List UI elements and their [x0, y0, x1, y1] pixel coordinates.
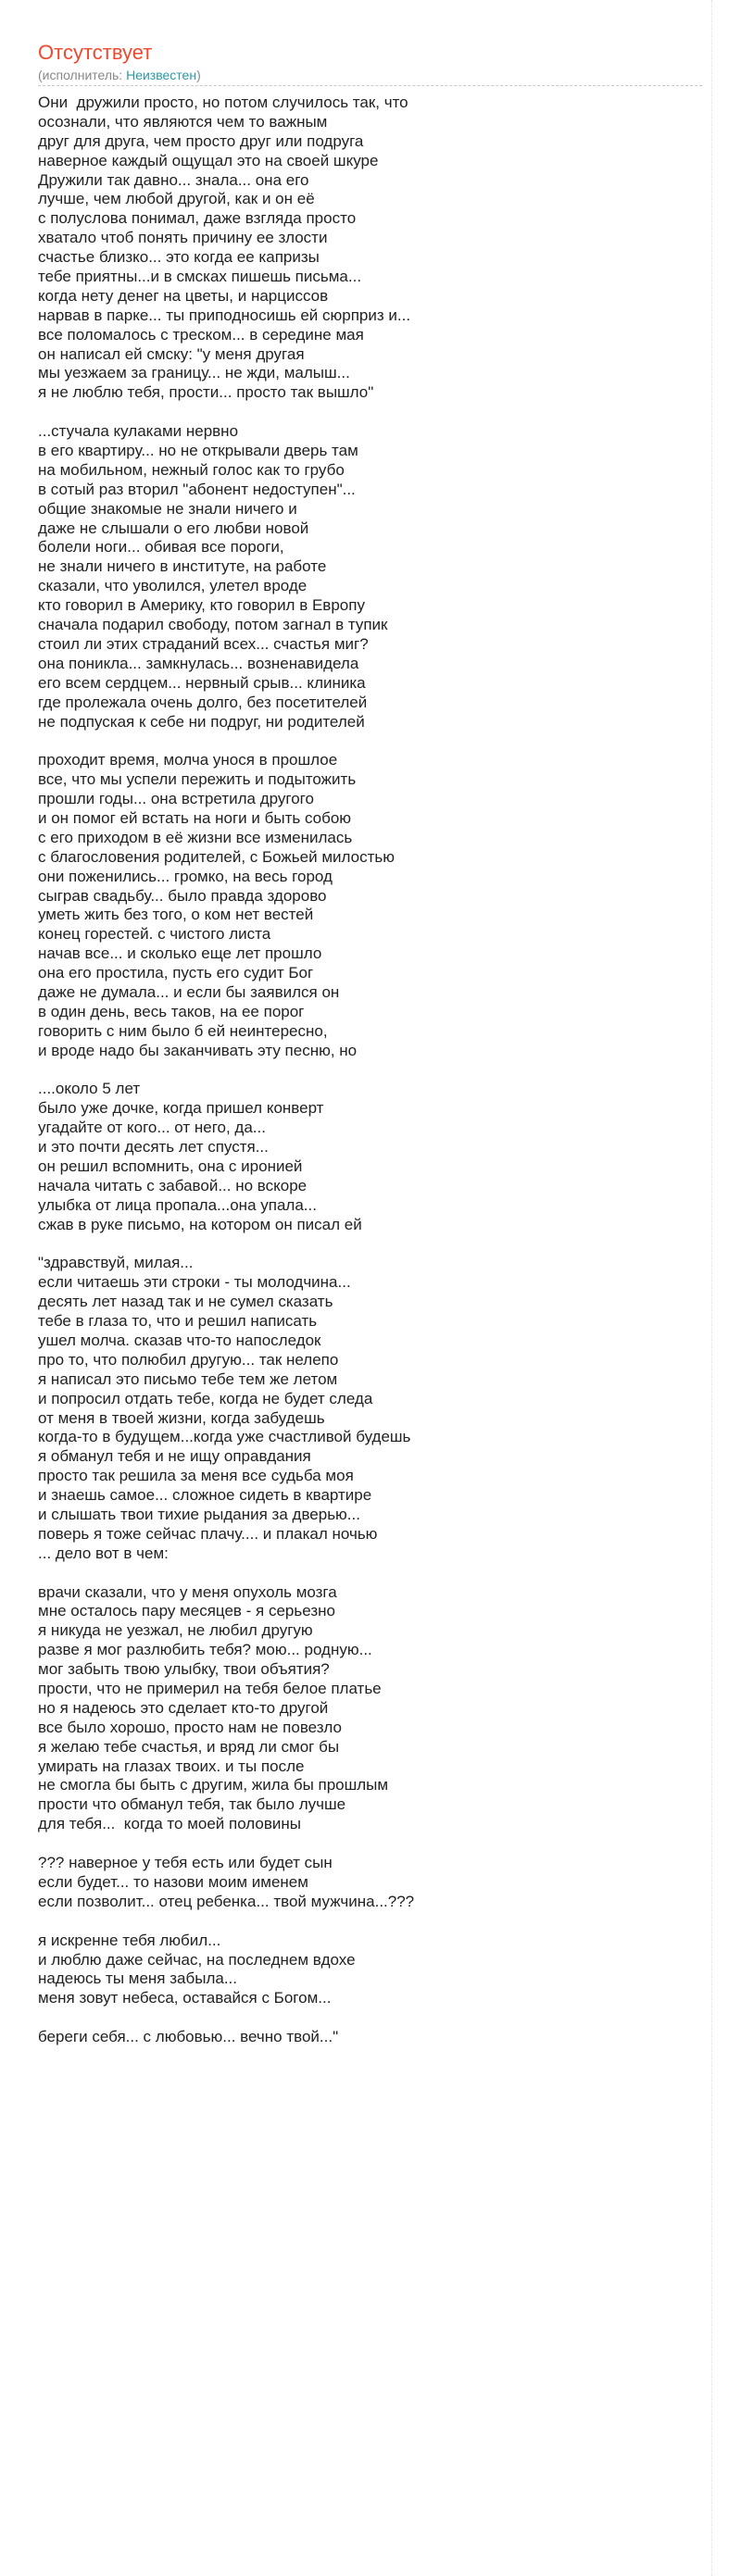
lyric-line: даже не думала... и если бы заявился он	[38, 982, 340, 1001]
lyric-line: десять лет назад так и не сумел сказать	[38, 1293, 333, 1311]
lyric-line: но я надеюсь это сделает кто-то другой	[38, 1698, 329, 1717]
lyric-line: улыбка от лица пропала...она упала...	[38, 1195, 317, 1214]
lyric-line: стоил ли этих страданий всех... счастья миг?	[38, 634, 369, 653]
right-edge-rule	[711, 0, 712, 2576]
lyric-line: "здравствуй, милая...	[38, 1254, 194, 1272]
lyric-line: тебе приятны...и в смсках пишешь письма...	[38, 268, 362, 286]
lyric-line: не подпуская к себе ни подруг, ни родителей	[38, 712, 365, 731]
lyric-line: врачи сказали, что у меня опухоль мозга	[38, 1582, 337, 1601]
lyric-line: прости что обманул тебя, так было лучше	[38, 1795, 346, 1814]
lyric-line: прошли годы... она встретила другого	[38, 790, 314, 808]
lyric-line: если читаешь эти строки - ты молодчина...	[38, 1273, 351, 1292]
lyric-line: в один день, весь таков, на ее порог	[38, 1002, 305, 1020]
lyric-line: просто так решила за меня все судьба моя	[38, 1467, 354, 1485]
lyric-line: на мобильном, нежный голос как то грубо	[38, 460, 345, 479]
lyric-line: прости, что не примерил на тебя белое платье	[38, 1680, 382, 1698]
lyric-line: береги себя... с любовью... вечно твой..."	[38, 2028, 339, 2046]
lyric-line: не знали ничего в институте, на работе	[38, 557, 327, 576]
lyric-line	[38, 1564, 723, 1583]
lyric-line: болели ноги... обивая все пороги,	[38, 538, 284, 556]
lyric-line: я написал это письмо тебе тем же летом	[38, 1369, 338, 1388]
lyric-line: и люблю даже сейчас, на последнем вдохе	[38, 1950, 356, 1969]
performer-line	[38, 67, 201, 83]
lyric-line: уметь жить без того, о ком нет вестей	[38, 906, 314, 924]
lyric-line: надеюсь ты меня забыла...	[38, 1970, 237, 1988]
lyric-line: сначала подарил свободу, потом загнал в тупик	[38, 616, 388, 634]
lyric-line: счастье близко... это когда ее капризы	[38, 248, 320, 267]
lyric-line: про то, что полюбил другую... так нелепо	[38, 1350, 339, 1369]
lyric-line: разве я мог разлюбить тебя? мою... родную...	[38, 1641, 372, 1659]
lyric-line: все было хорошо, просто нам не повезло	[38, 1718, 342, 1736]
lyric-line: ....около 5 лет	[38, 1080, 141, 1098]
lyric-line: от меня в твоей жизни, когда забудешь	[38, 1408, 325, 1427]
lyric-line: ушел молча. сказав что-то напоследок	[38, 1332, 321, 1349]
lyric-line: тебе в глаза то, что и решил написать	[38, 1312, 318, 1331]
lyric-line	[38, 1061, 723, 1081]
lyric-line: начала читать с забавой... но вскоре	[38, 1176, 308, 1194]
lyric-line: и знаешь самое... сложное сидеть в квартире	[38, 1486, 372, 1505]
lyric-line: наверное каждый ощущал это на своей шкуре	[38, 151, 379, 169]
lyric-line: когда нету денег на цветы, и нарциссов	[38, 286, 329, 305]
lyric-line: я не люблю тебя, прости... просто так вышло"	[38, 383, 374, 402]
lyric-line: даже не слышали о его любви новой	[38, 519, 309, 537]
lyric-line: где пролежала очень долго, без посетителей	[38, 693, 368, 711]
lyric-line: мог забыть твою улыбку, твои объятия?	[38, 1660, 330, 1679]
lyric-line	[38, 403, 723, 422]
lyric-line: ... дело вот в чем:	[38, 1544, 169, 1562]
lyric-line: осознали, что являются чем то важным	[38, 112, 328, 131]
lyric-line: когда-то в будущем...когда уже счастливой будешь	[38, 1428, 411, 1446]
lyric-line: все, что мы успели пережить и подытожить	[38, 770, 357, 789]
lyric-line: угадайте от кого... от него, да...	[38, 1119, 266, 1137]
lyric-line: я никуда не уезжал, не любил другую	[38, 1621, 313, 1640]
lyric-line	[38, 1912, 723, 1932]
lyric-line: общие знакомые не знали ничего и	[38, 499, 297, 518]
lyric-line: мне осталось пару месяцев - я серьезно	[38, 1602, 335, 1620]
lyric-line: сыграв свадьбу... было правда здорово	[38, 886, 327, 905]
lyric-line: меня зовут небеса, оставайся с Богом...	[38, 1989, 332, 2007]
lyric-line: конец горестей. с чистого листа	[38, 925, 271, 944]
lyric-line: и слышать твои тихие рыдания за дверью...	[38, 1506, 360, 1524]
lyric-line: с благословения родителей, с Божьей милостью	[38, 847, 395, 866]
lyric-line: его всем сердцем... нервный срыв... клиника	[38, 673, 366, 692]
lyric-line: кто говорил в Америку, кто говорил в Европу	[38, 596, 365, 615]
lyric-line: сжав в руке письмо, на котором он писал ей	[38, 1215, 362, 1233]
lyric-line: лучше, чем любой другой, как и он её	[38, 190, 315, 208]
lyric-line: она поникла... замкнулась... возненавидела	[38, 654, 359, 672]
lyric-line: она его простила, пусть его судит Бог	[38, 964, 314, 982]
lyric-line: говорить с ним было б ей неинтересно,	[38, 1021, 328, 1040]
lyric-line	[38, 732, 723, 751]
header-divider	[38, 85, 702, 86]
lyric-line: Они дружили просто, но потом случилось так, что	[38, 94, 408, 111]
lyric-line: умирать на глазах твоих. и ты после	[38, 1757, 305, 1775]
lyric-line: нарвав в парке... ты приподносишь ей сюрприз и...	[38, 306, 411, 324]
lyric-line: сказали, что уволился, улетел вроде	[38, 577, 308, 595]
performer-prefix: (исполнитель:	[38, 68, 127, 82]
performer-suffix: )	[196, 68, 201, 82]
lyric-line: ...стучала кулаками нервно	[38, 422, 239, 441]
lyric-line: и это почти десять лет спустя...	[38, 1138, 269, 1157]
lyric-line: поверь я тоже сейчас плачу.... и плакал ночью	[38, 1524, 378, 1543]
lyric-line: с его приходом в её жизни все изменилась	[38, 828, 353, 846]
lyric-line: они поженились... громко, на весь город	[38, 867, 333, 885]
lyric-line: мы уезжаем за границу... не жди, малыш...	[38, 364, 350, 382]
lyric-line: не смогла бы быть с другим, жила бы прошлым	[38, 1776, 389, 1794]
lyric-line	[38, 2008, 723, 2028]
lyric-line: если позволит... отец ребенка... твой мужчина...???	[38, 1892, 415, 1910]
lyrics-text	[38, 94, 723, 2047]
lyric-line: проходит время, молча унося в прошлое	[38, 751, 338, 769]
lyric-line	[38, 1834, 723, 1854]
lyric-line: Дружили так давно... знала... она его	[38, 170, 309, 189]
lyric-line: начав все... и сколько еще лет прошло	[38, 944, 322, 963]
lyric-line: с полуслова понимал, даже взгляда просто	[38, 209, 357, 228]
lyric-line: в его квартиру... но не открывали дверь там	[38, 442, 358, 460]
lyric-line: для тебя... когда то моей половины	[38, 1815, 302, 1833]
lyric-line: и вроде надо бы заканчивать эту песню, но	[38, 1041, 358, 1059]
lyric-line: и он помог ей встать на ноги и быть собою	[38, 808, 352, 827]
artist-link[interactable]: Неизвестен	[126, 68, 197, 82]
lyric-line: я желаю тебе счастья, и вряд ли смог бы	[38, 1737, 340, 1756]
lyric-line: все поломалось с треском... в середине мая	[38, 325, 364, 344]
lyric-line: было уже дочке, когда пришел конверт	[38, 1099, 324, 1118]
lyric-line: я обманул тебя и не ищу оправдания	[38, 1447, 311, 1466]
lyric-line: он решил вспомнить, она с иронией	[38, 1157, 303, 1175]
lyric-line: в сотый раз вторил "абонент недоступен"...	[38, 480, 356, 498]
lyric-line: и попросил отдать тебе, когда не будет следа	[38, 1389, 373, 1407]
lyric-line: если будет... то назови моим именем	[38, 1872, 308, 1891]
lyric-line: он написал ей смску: "у меня другая	[38, 344, 305, 363]
lyric-line: я искренне тебя любил...	[38, 1931, 221, 1949]
song-title: Отсутствует	[38, 41, 153, 64]
lyric-line: ??? наверное у тебя есть или будет сын	[38, 1854, 333, 1872]
lyric-line	[38, 1235, 723, 1255]
lyric-line: хватало чтоб понять причину ее злости	[38, 229, 328, 247]
lyric-line: друг для друга, чем просто друг или подруга	[38, 131, 364, 150]
